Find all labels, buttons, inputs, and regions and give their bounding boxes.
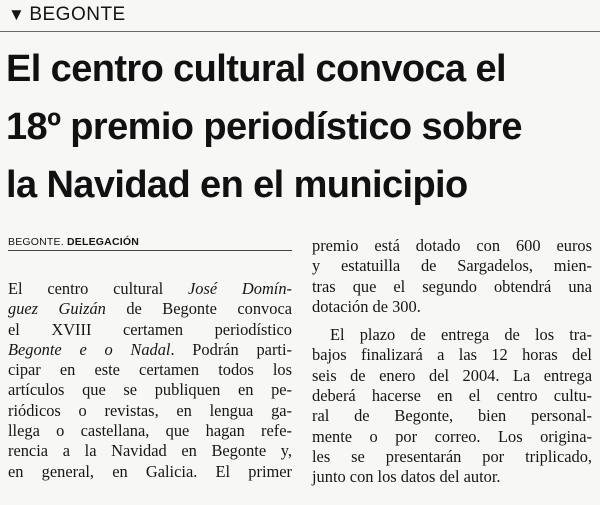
byline-place: BEGONTE.: [8, 236, 64, 248]
paragraph-line: El plazo de entrega de los tra-: [330, 325, 592, 345]
text-span: El centro cultural: [8, 279, 188, 298]
article-column-1: [8, 279, 292, 482]
text-span: . Podrán parti-: [170, 339, 292, 359]
paragraph-line: [8, 340, 292, 360]
paragraph-line: riódicos o revistas, en lengua ga-: [8, 400, 292, 420]
paragraph-line: [8, 279, 292, 299]
paragraph-line: les se presentarán por triplicado,: [312, 446, 592, 466]
paragraph-line: el XVIII certamen periodístico: [8, 319, 292, 339]
italic-name: José Domín-: [187, 279, 292, 298]
paragraph-line: mente o por correo. Los origina-: [312, 426, 592, 446]
article-column-2: [312, 236, 592, 488]
triangle-down-icon: ▼: [8, 5, 26, 24]
paragraph-line: seis de enero del 2004. La entrega: [312, 365, 592, 385]
paragraph-line: deberá hacerse en el centro cultu-: [312, 386, 592, 406]
paragraph-line: premio está dotado con 600 euros: [312, 236, 592, 255]
section-name: BEGONTE: [29, 4, 126, 25]
paragraph-line: dotación de 300.: [312, 296, 421, 316]
paragraph-line: artículos que se publiquen en pe-: [8, 380, 292, 400]
paragraph-line: rencia a la Navidad en Begonte y,: [8, 441, 292, 461]
headline: [6, 40, 598, 214]
paragraph-line: ral de Begonte, bien personal-: [312, 406, 592, 426]
text-span: de Begonte convoca: [105, 299, 292, 319]
paragraph-line: [8, 299, 292, 319]
paragraph-line: junto con los datos del autor.: [312, 467, 501, 487]
italic-name: guez Guizán: [8, 299, 106, 319]
italic-title: Begonte e o Nadal: [8, 339, 171, 359]
paragraph-line: bajos finalizará a las 12 horas del: [312, 345, 592, 365]
headline-line-3: la Navidad en el municipio: [6, 164, 468, 206]
paragraph-line: cipar en este certamen todos los: [8, 360, 292, 380]
headline-line-1: El centro cultural convoca el: [6, 48, 506, 90]
paragraph-line: llega o castellana, que hagan refe-: [8, 421, 292, 441]
headline-line-2: 18º premio periodístico sobre: [6, 106, 522, 148]
paragraph-line: en general, en Galicia. El primer: [8, 461, 292, 481]
paragraph-line: tras que el segundo obtendrá una: [312, 276, 592, 296]
paragraph-line: y estatuilla de Sargadelos, mien-: [312, 256, 592, 276]
byline-author: DELEGACIÓN: [66, 236, 139, 248]
byline: [8, 236, 292, 251]
section-label: [8, 4, 126, 26]
paragraph-gap: [312, 317, 592, 325]
section-rule: [0, 31, 600, 32]
